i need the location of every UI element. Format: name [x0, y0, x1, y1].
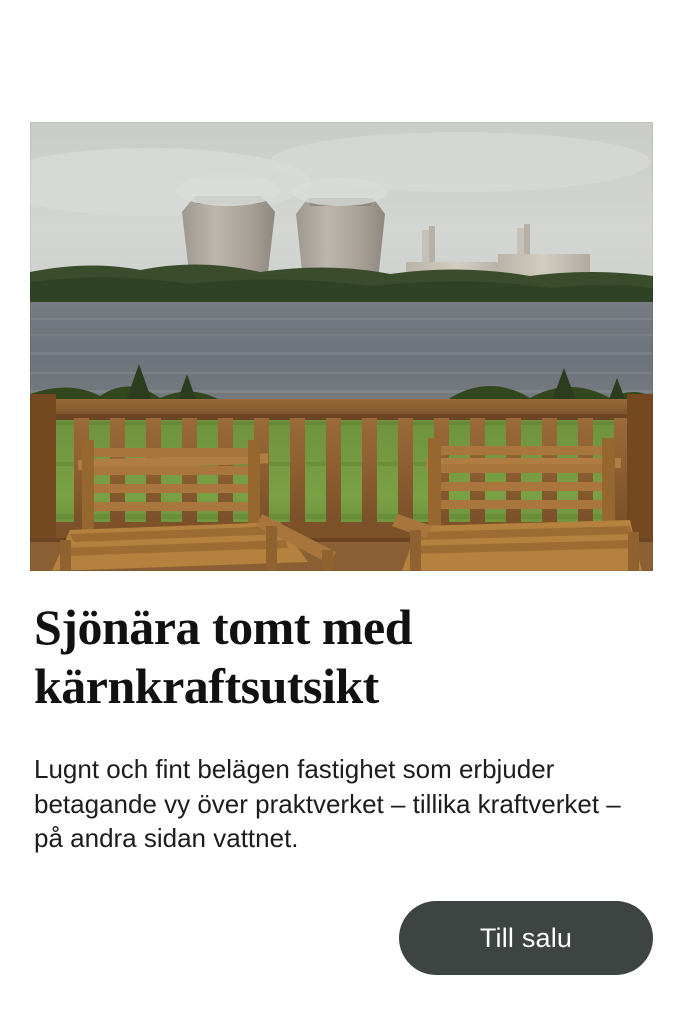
for-sale-button[interactable]: Till salu [399, 901, 653, 975]
page-title: Sjönära tomt med kärnkraftsutsikt [34, 599, 413, 714]
listing-description: Lugnt och fint belägen fastighet som erbjuder betagande vy över praktverket – tillika kraftverket – på andra sidan vattnet. [34, 754, 621, 854]
hero-illustration [30, 122, 653, 571]
hero-image [30, 122, 653, 571]
